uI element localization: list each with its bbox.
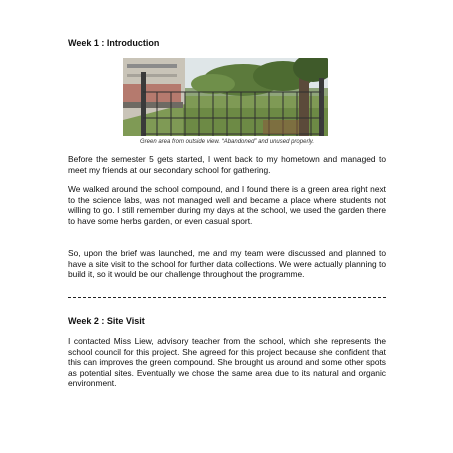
section-divider (68, 297, 386, 298)
photo-caption: Green area from outside view. “Abandoned” and unused properly. (140, 139, 314, 145)
week2-paragraph-1: I contacted Miss Liew, advisory teacher from the school, which she represents the school council for this project. She agreed for this project because she confident that this can improves the green compound. She brought us around and some other spots as potential sites. Eventually we chose the same area due to its natural and organic environment. (68, 336, 386, 389)
week1-paragraph-1: Before the semester 5 gets started, I went back to my hometown and managed to meet my friends at our secondary school for gathering. (68, 154, 386, 175)
week1-heading: Week 1 : Introduction (68, 38, 160, 48)
week2-heading: Week 2 : Site Visit (68, 316, 145, 326)
green-area-photo (123, 58, 328, 136)
week1-paragraph-2: We walked around the school compound, and I found there is a green area right next to the science labs, was not managed well and became a place where students not willing to go. I still remember during my days at the school, we used the garden there to have some herbs garden, or even casual sport. (68, 184, 386, 226)
week1-paragraph-3: So, upon the brief was launched, me and my team were discussed and planned to have a site visit to the school for further data collections. We were actually planning to build it, so it would be our challenge throughout the programme. (68, 248, 386, 280)
